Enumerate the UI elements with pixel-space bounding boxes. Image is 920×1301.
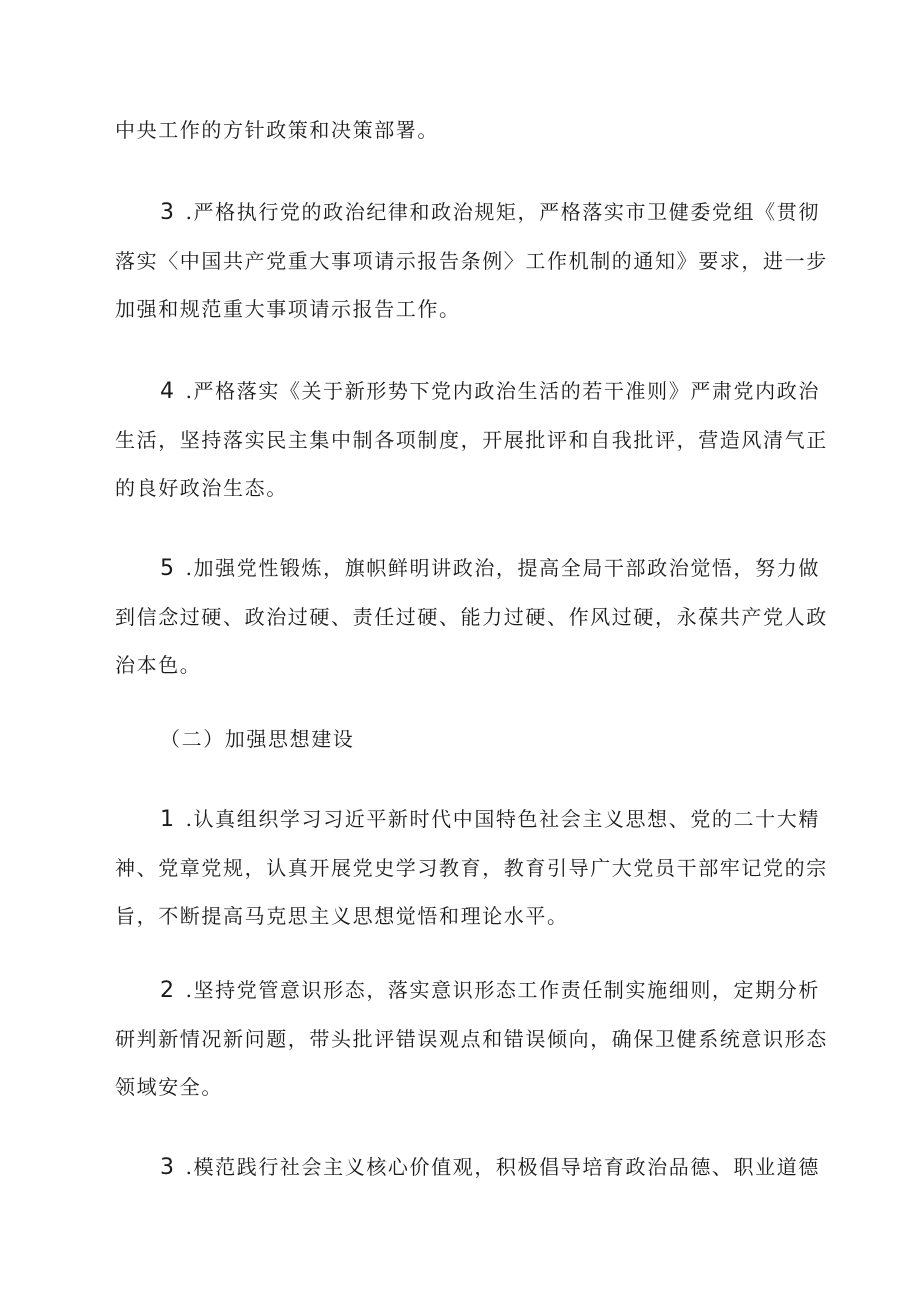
paragraph-text: 加强党性锻炼，旗帜鲜明讲政治，提高全局干部政治觉悟，努力做	[193, 556, 820, 580]
paragraph-first-line	[160, 1154, 875, 1181]
paragraph-line: 的良好政治生态。	[115, 476, 288, 500]
list-separator: .	[177, 978, 194, 1002]
paragraph-first-line	[160, 806, 875, 833]
paragraph-line: 旨，不断提高马克思主义思想觉悟和理论水平。	[115, 904, 569, 928]
list-separator: .	[177, 379, 194, 403]
list-separator: .	[177, 807, 194, 831]
list-number: 4	[160, 379, 176, 404]
paragraph-first-line	[160, 555, 875, 582]
paragraph-text: 认真组织学习习近平新时代中国特色社会主义思想、党的二十大精	[193, 807, 820, 831]
paragraph-line: 中央工作的方针政策和决策部署。	[115, 118, 439, 142]
list-number: 3	[160, 1155, 176, 1180]
paragraph-line: 落实〈中国共产党重大事项请示报告条例〉工作机制的通知》要求，进一步	[115, 249, 828, 273]
paragraph-line: 神、党章党规，认真开展党史学习教育，教育引导广大党员干部牢记党的宗	[115, 856, 828, 880]
list-separator: .	[177, 1155, 194, 1179]
paragraph-line: 领域安全。	[115, 1075, 223, 1099]
paragraph-text: 模范践行社会主义核心价值观，积极倡导培育政治品德、职业道德	[193, 1155, 820, 1179]
list-number: 2	[160, 978, 176, 1003]
list-number: 1	[160, 807, 176, 832]
paragraph-line: 研判新情况新问题，带头批评错误观点和错误倾向，确保卫健系统意识形态	[115, 1027, 828, 1051]
paragraph-first-line	[160, 199, 875, 226]
paragraph-line: 生活，坚持落实民主集中制各项制度，开展批评和自我批评，营造风清气正	[115, 428, 828, 452]
paragraph-line: 治本色。	[115, 653, 202, 677]
list-number: 3	[160, 200, 176, 225]
paragraph-text: 严格落实《关于新形势下党内政治生活的若干准则》严肃党内政治	[193, 379, 820, 403]
list-separator: .	[177, 556, 194, 580]
section-heading: （二）加强思想建设	[160, 727, 355, 751]
paragraph-line: 到信念过硬、政治过硬、责任过硬、能力过硬、作风过硬，永葆共产党人政	[115, 605, 828, 629]
paragraph-line: 加强和规范重大事项请示报告工作。	[115, 297, 461, 321]
paragraph-text: 严格执行党的政治纪律和政治规矩，严格落实市卫健委党组《贯彻	[193, 200, 820, 224]
paragraph-first-line	[160, 378, 875, 405]
list-separator: .	[177, 200, 194, 224]
paragraph-text: 坚持党管意识形态，落实意识形态工作责任制实施细则，定期分析	[193, 978, 820, 1002]
paragraph-first-line	[160, 977, 875, 1004]
list-number: 5	[160, 556, 176, 581]
